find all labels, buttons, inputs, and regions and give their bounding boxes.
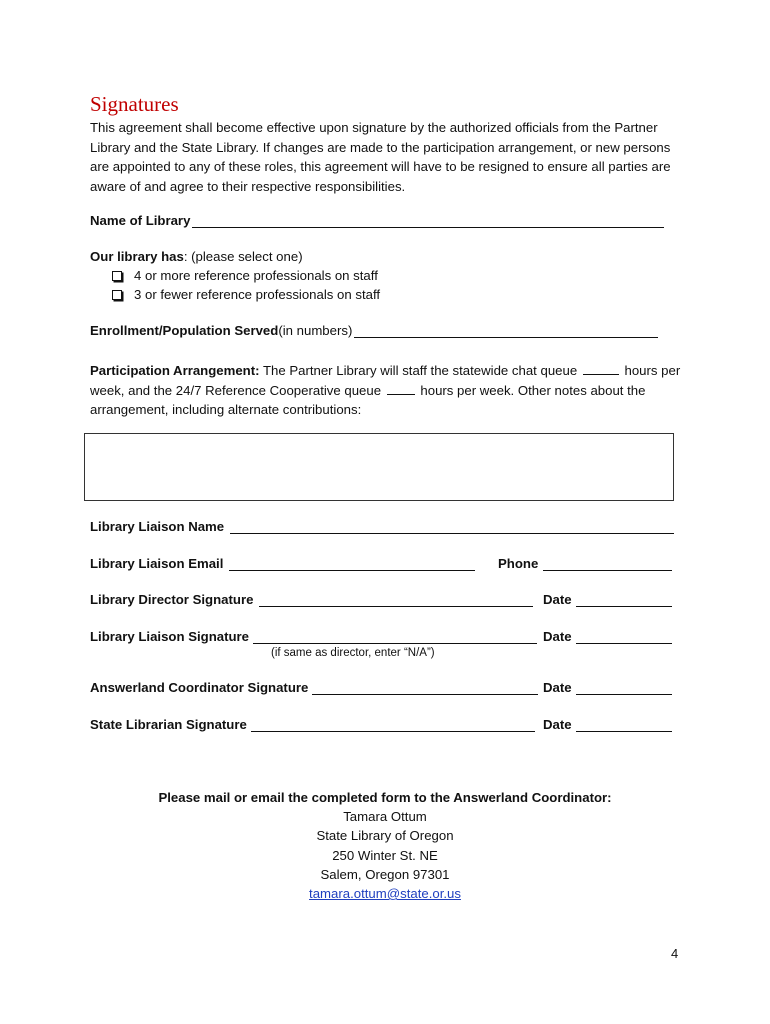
liaison-signature-field[interactable]	[253, 629, 537, 644]
liaison-name-label: Library Liaison Name	[90, 519, 225, 534]
library-name-field[interactable]	[192, 213, 664, 228]
enrollment-row	[90, 323, 658, 338]
library-name-label: Name of Library	[90, 213, 191, 228]
arrangement-notes-box[interactable]	[84, 433, 674, 501]
street-address: 250 Winter St. NE	[332, 847, 438, 863]
coordinator-date-field[interactable]	[576, 680, 672, 695]
participation-text-1: The Partner Library will staff the statewide chat queue	[259, 363, 581, 378]
chat-hours-field[interactable]	[583, 362, 619, 375]
participation-text-2: hours per week, and the 24/7 Reference Cooperative queue	[90, 363, 681, 398]
library-has-label: Our library has	[90, 249, 184, 264]
date-label: Date	[543, 592, 572, 607]
liaison-name-row	[90, 519, 674, 534]
section-heading: Signatures	[90, 92, 179, 116]
organization-name: State Library of Oregon	[316, 828, 454, 844]
coordinator-signature-row	[90, 680, 538, 695]
phone-field[interactable]	[543, 556, 672, 571]
liaison-date-row	[543, 629, 672, 644]
director-date-field[interactable]	[576, 592, 672, 607]
cooperative-hours-field[interactable]	[387, 382, 415, 395]
mailing-instructions	[0, 788, 770, 903]
phone-row	[498, 556, 672, 571]
date-label: Date	[543, 717, 572, 732]
state-librarian-signature-label: State Librarian Signature	[90, 717, 247, 732]
city-address: Salem, Oregon 97301	[320, 866, 450, 882]
participation-text-3: hours per week. Other notes about the arrangement, including alternate contributions:	[90, 382, 646, 417]
date-label: Date	[543, 680, 572, 695]
email-link[interactable]: tamara.ottum@state.or.us	[309, 886, 461, 902]
state-librarian-date-field[interactable]	[576, 717, 672, 732]
coordinator-signature-field[interactable]	[312, 680, 538, 695]
director-signature-row	[90, 592, 533, 607]
liaison-name-field[interactable]	[230, 519, 674, 534]
liaison-date-field[interactable]	[576, 629, 672, 644]
liaison-signature-note: (if same as director, enter “N/A”)	[271, 647, 435, 659]
enrollment-label: Enrollment/Population Served	[90, 323, 279, 338]
coordinator-date-row	[543, 680, 672, 695]
page-number: 4	[671, 946, 679, 961]
state-librarian-signature-row	[90, 717, 535, 732]
liaison-signature-row	[90, 629, 537, 644]
participation-paragraph	[90, 361, 690, 420]
mailing-instruction: Please mail or email the completed form to the Answerland Coordinator:	[158, 790, 612, 805]
director-date-row	[543, 592, 672, 607]
participation-label: Participation Arrangement:	[90, 363, 260, 378]
staff-option-2[interactable]	[112, 287, 380, 302]
date-label: Date	[543, 629, 572, 644]
state-librarian-date-row	[543, 717, 672, 732]
staff-option-2-label: 3 or fewer reference professionals on staff	[134, 287, 381, 302]
liaison-email-label: Library Liaison Email	[90, 556, 224, 571]
director-signature-label: Library Director Signature	[90, 592, 254, 607]
intro-paragraph: This agreement shall become effective upon signature by the authorized officials from the Partner Library and the State Library. If changes are made to the participation arrangement, or new persons are appointed to any of these roles, this agreement will have to be resigned to ensure all parties are aware of and agree to their respective responsibilities.	[90, 120, 671, 194]
library-name-row	[90, 213, 664, 228]
checkbox-icon[interactable]	[112, 271, 122, 281]
staff-option-1[interactable]	[112, 268, 378, 283]
coordinator-signature-label: Answerland Coordinator Signature	[90, 680, 309, 695]
liaison-signature-label: Library Liaison Signature	[90, 629, 250, 644]
director-signature-field[interactable]	[259, 592, 533, 607]
liaison-email-field[interactable]	[229, 556, 475, 571]
state-librarian-signature-field[interactable]	[251, 717, 535, 732]
enrollment-hint: (in numbers)	[278, 323, 353, 338]
staff-option-1-label: 4 or more reference professionals on staff	[134, 268, 378, 283]
library-has-row	[90, 249, 303, 264]
library-has-hint: : (please select one)	[183, 249, 303, 264]
liaison-email-row	[90, 556, 475, 571]
phone-label: Phone	[498, 556, 539, 571]
coordinator-name: Tamara Ottum	[343, 809, 427, 825]
enrollment-field[interactable]	[354, 323, 658, 338]
checkbox-icon[interactable]	[112, 290, 122, 300]
